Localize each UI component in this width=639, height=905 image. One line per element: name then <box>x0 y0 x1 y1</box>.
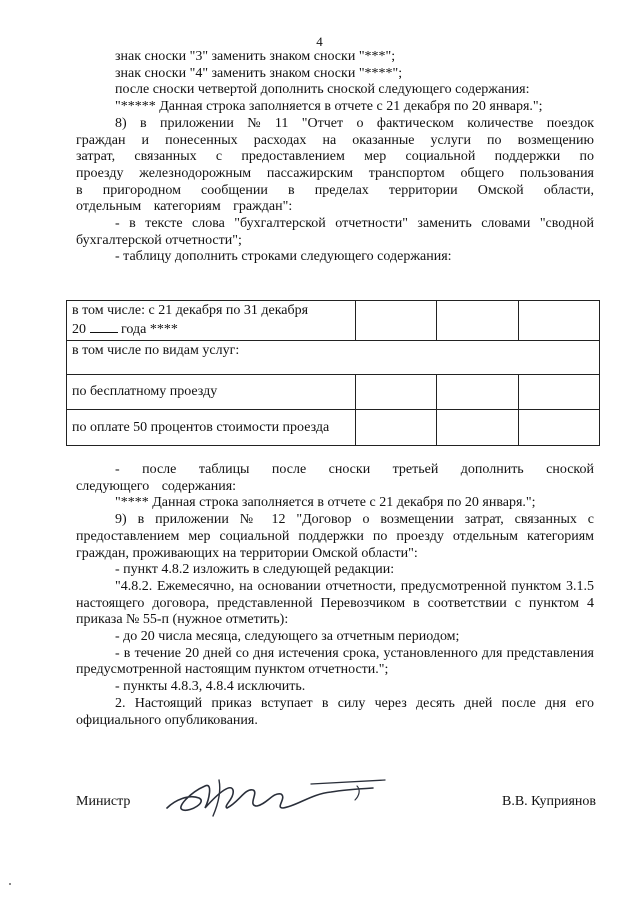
paragraph-8-item-2: - таблицу дополнить строками следующего содержания: <box>115 249 452 265</box>
paragraph-9-quote: "4.8.2. Ежемесячно, на основании отчетности, предусмотренной пунктом 3.1.5 настоящего договора, представленной Перевозчиком в соответствии с пунктом 4 приказа № 55-п (нужное отметить): <box>76 578 594 628</box>
paragraph-9-option-1: - до 20 числа месяца, следующего за отчетным периодом; <box>115 629 460 645</box>
table-cell <box>437 301 518 341</box>
table-cell <box>355 375 436 410</box>
signer-title: Министр <box>76 794 131 809</box>
page-number: 4 <box>316 34 323 49</box>
row3-label: по бесплатному проезду <box>72 384 218 400</box>
signer-name: В.В. Куприянов <box>502 794 596 809</box>
paragraph-8-item-1: - в тексте слова "бухгалтерской отчетности" заменить словами "сводной бухгалтерской отчетности"; <box>76 216 594 248</box>
paragraph-9-item-2: - пункты 4.8.3, 4.8.4 исключить. <box>115 679 306 695</box>
scan-speck <box>9 883 11 885</box>
table-cell <box>67 375 356 410</box>
table-cell: в том числе по видам услуг: <box>67 341 600 375</box>
footnote-text-line: "***** Данная строка заполняется в отчете с 21 декабря по 20 января."; <box>115 99 543 115</box>
row4-label: по оплате 50 процентов стоимости проезда <box>72 419 330 435</box>
paragraph-9-item-1: - пункт 4.8.2 изложить в следующей редакции: <box>115 562 395 578</box>
table-row <box>67 375 600 410</box>
amendment-lines <box>76 49 594 266</box>
footnote-3-line: знак сноски "3" заменить знаком сноски "***"; <box>115 49 396 64</box>
table-cell <box>355 410 436 446</box>
table-row <box>67 301 600 341</box>
table-cell <box>437 410 518 446</box>
row1-year-suffix: года **** <box>121 321 178 337</box>
report-table <box>66 300 600 446</box>
paragraph-2: 2. Настоящий приказ вступает в силу через десять дней после дня его официального опубликования. <box>76 695 594 728</box>
paragraph-9: 9) в приложении № 12 "Договор о возмещении затрат, связанных с предоставлением мер социальной поддержки по проезду отдельным категориям граждан, проживающих на территории Омской области": <box>76 512 594 561</box>
table-cell <box>355 301 436 341</box>
year-blank <box>90 320 118 333</box>
after-table-footnote: - после таблицы после сноски третьей дополнить сноской следующего содержания: <box>76 462 594 494</box>
table-cell <box>518 375 599 410</box>
row1-year-prefix: 20 <box>72 321 86 337</box>
table-cell <box>437 375 518 410</box>
table-cell <box>67 410 356 446</box>
row1-label: в том числе: с 21 декабря по 31 декабря <box>72 303 309 318</box>
after-table-text <box>76 462 594 729</box>
signature-row <box>76 794 596 814</box>
table-cell <box>67 301 356 341</box>
paragraph-8: 8) в приложении № 11 "Отчет о фактическом количестве поездок граждан и понесенных расходах на оказанные услуги по возмещению затрат, связанных с предоставлением мер социальной поддержки по проезду железнодорожным пассажирским транспортом общего пользования в пригородном сообщении в пределах территории Омской области, отдельным категориям граждан": <box>76 115 594 215</box>
table-cell <box>518 301 599 341</box>
footnote-add-line: после сноски четвертой дополнить сноской следующего содержания: <box>115 82 530 98</box>
paragraph-9-option-2: - в течение 20 дней со дня истечения срока, установленного для представления предусмотренной настоящим пунктом отчетности."; <box>76 645 594 678</box>
table-cell <box>518 410 599 446</box>
table-row <box>67 341 600 375</box>
footnote-4-line: знак сноски "4" заменить знаком сноски "****"; <box>115 65 403 81</box>
after-table-footnote-text: "**** Данная строка заполняется в отчете с 21 декабря по 20 января."; <box>115 495 536 511</box>
table-row <box>67 410 600 446</box>
